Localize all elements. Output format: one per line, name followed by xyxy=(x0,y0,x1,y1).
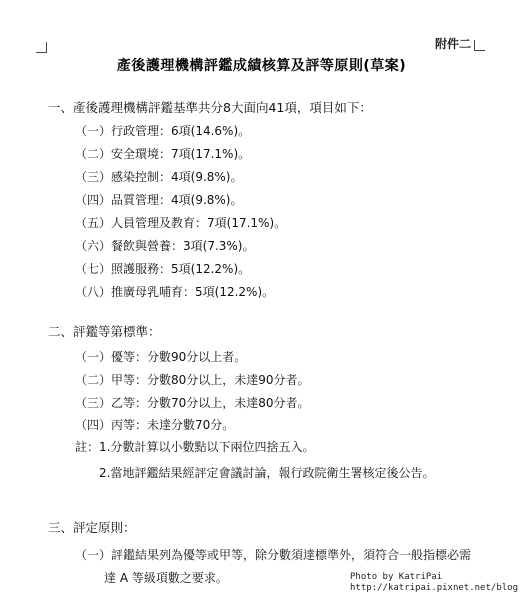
section-1-item: （四）品質管理：4項(9.8%)。 xyxy=(75,193,243,207)
crop-mark-right xyxy=(474,40,485,51)
section-1-item: （八）推廣母乳哺育：5項(12.2%)。 xyxy=(75,285,275,299)
watermark-url: http://katripai.pixnet.net/blog xyxy=(350,583,518,593)
section-3-item-continued: 達 A 等級項數之要求。 xyxy=(104,571,228,585)
section-1-item: （一）行政管理：6項(14.6%)。 xyxy=(75,124,251,138)
section-3-item: （一）評鑑結果列為優等或甲等，除分數須達標準外，須符合一般指標必需 xyxy=(75,548,472,562)
section-1-item: （七）照護服務：5項(12.2%)。 xyxy=(75,262,251,276)
section-2-item: （二）甲等：分數80分以上，未達90分者。 xyxy=(75,373,310,387)
section-2-item: （四）丙等：未達分數70分。 xyxy=(75,418,235,432)
section-1-item: （六）餐飲與營養：3項(7.3%)。 xyxy=(75,239,255,253)
section-1-item: （五）人員管理及教育：7項(17.1%)。 xyxy=(75,216,287,230)
section-2-note: 註：1.分數計算以小數點以下兩位四捨五入。 xyxy=(75,440,315,454)
section-3-heading: 三、評定原則： xyxy=(48,520,136,535)
section-2-item: （一）優等：分數90分以上者。 xyxy=(75,350,247,364)
watermark-credit: Photo by KatriPai xyxy=(350,572,443,582)
section-1-heading: 一、產後護理機構評鑑基準共分8大面向41項，項目如下： xyxy=(48,100,372,115)
section-2-item: （三）乙等：分數70分以上，未達80分者。 xyxy=(75,396,310,410)
section-2-heading: 二、評鑑等第標準： xyxy=(48,324,161,339)
section-1-item: （二）安全環境：7項(17.1%)。 xyxy=(75,147,251,161)
section-2-note: 2.當地評鑑結果經評定會議討論，報行政院衛生署核定後公告。 xyxy=(99,466,435,480)
annex-label: 附件二 xyxy=(435,37,472,51)
photo-watermark xyxy=(348,572,520,594)
document-title: 產後護理機構評鑑成績核算及評等原則(草案) xyxy=(116,58,407,74)
section-1-item: （三）感染控制：4項(9.8%)。 xyxy=(75,170,243,184)
crop-mark-left xyxy=(36,42,47,53)
